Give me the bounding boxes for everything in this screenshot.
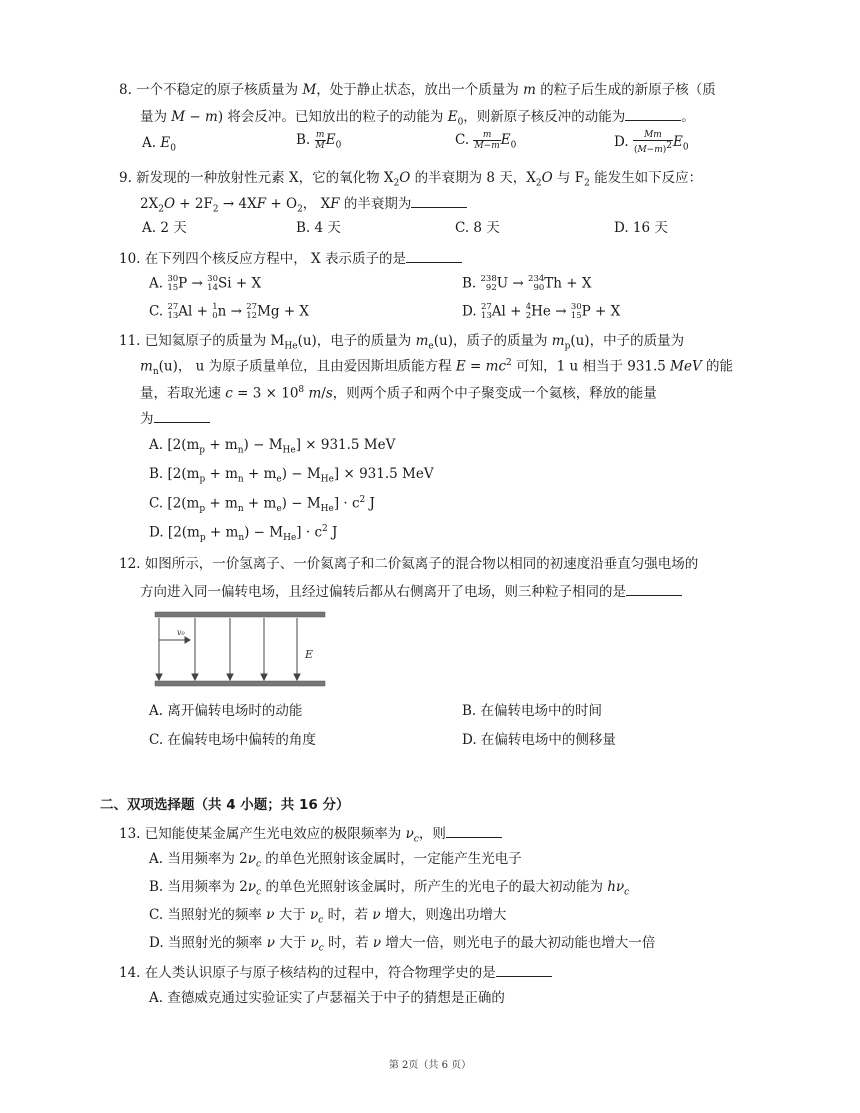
- q13-option-b: B. 当用频率为 $2\nu_c$ 的单色光照射该金属时，所产生的光电子的最大初动能为 $h\nu_c$: [149, 879, 630, 898]
- e-field-label: E: [305, 648, 314, 661]
- q11-line3: 量，若取光速 $c = 3 \times 10^8$ m/s，则两个质子和两个中子聚变成一个氦核，释放的能量: [140, 385, 657, 402]
- q11-option-b: B. $[2(m_p + m_n + m_e) - M_{He}] \times 931.5$ MeV: [149, 466, 434, 485]
- q14-stem: 14. 在人类认识原子与原子核结构的过程中，符合物理学史的是: [119, 964, 552, 981]
- answer-blank: [625, 108, 681, 121]
- v0-label: v₀: [177, 628, 185, 637]
- q12-line1: 12. 如图所示，一价氢离子、一价氦离子和二价氦离子的混合物以相同的初速度沿垂直匀强电场的: [119, 556, 699, 572]
- q11-line1: 11. 已知氦原子的质量为 $M_{He}(u)$，电子的质量为 $m_e(u)$，质子的质量为 $m_p(u)$，中子的质量为: [119, 333, 685, 352]
- q13-option-c: C. 当照射光的频率 ν 大于 $\nu_c$ 时，若 ν 增大，则逸出功增大: [149, 907, 507, 926]
- q10-option-a: A. 30 15 P → 30 14 Si + X: [149, 274, 262, 293]
- q9-line1: 9. 新发现的一种放射性元素 X，它的氧化物 $X_2O$ 的半衰期为 8 天，$X_2O$ 与 $F_2$ 能发生如下反应：: [119, 170, 703, 189]
- q8-line1: 8. 一个不稳定的原子核质量为 M，处于静止状态，放出一个质量为 m 的粒子后生成的新原子核（质: [119, 82, 716, 98]
- q12-option-b: B. 在偏转电场中的时间: [462, 703, 603, 719]
- q10-option-d: D. 27 13 Al + 4 2 He → 30 15 P + X: [462, 302, 621, 321]
- q13-option-d: D. 当照射光的频率 ν 大于 $\nu_c$ 时，若 ν 增大一倍，则光电子的最大初动能也增大一倍: [149, 935, 656, 954]
- answer-blank: [446, 825, 502, 838]
- answer-blank: [406, 250, 462, 263]
- q11-line2: $m_n(u)$， u 为原子质量单位，且由爱因斯坦质能方程 $E = mc^2$ 可知，1 u 相当于 931.5 MeV 的能: [140, 358, 734, 378]
- q8-option-b: B. $\frac{m}{M}$ $E_0$: [296, 130, 342, 151]
- answer-blank: [496, 964, 552, 977]
- q9-option-a: A. 2 天: [142, 220, 187, 236]
- q10-stem: 10. 在下列四个核反应方程中， X 表示质子的是: [119, 250, 462, 267]
- section-heading: 二、双项选择题（共 4 小题；共 16 分）: [100, 797, 350, 813]
- answer-blank: [411, 195, 467, 208]
- q9-option-d: D. 16 天: [614, 220, 668, 236]
- q8-option-d: D. $\frac{Mm}{(M-m)^2}$ $E_0$: [614, 130, 689, 155]
- q11-line4: 为: [140, 410, 210, 427]
- q10-option-b: B. 238 92 U → 234 90 Th + X: [462, 274, 592, 293]
- answer-blank: [626, 583, 682, 596]
- q12-line2: 方向进入同一偏转电场，且经过偏转后都从右侧离开了电场，则三种粒子相同的是: [140, 583, 682, 600]
- q8-option-c: C. $\frac{m}{M-m}$ $E_0$: [455, 130, 517, 151]
- q13-stem: 13. 已知能使某金属产生光电效应的极限频率为 $\nu_c$，则: [119, 825, 502, 845]
- q14-option-a: A. 查德威克通过实验证实了卢瑟福关于中子的猜想是正确的: [149, 990, 505, 1006]
- q9-option-c: C. 8 天: [455, 220, 500, 236]
- q9-line2: $2X_2O + 2F_2 \to 4XF + O_2$， XF 的半衰期为: [140, 195, 467, 215]
- q11-option-a: A. $[2(m_p + m_n) - M_{He}] \times 931.5$ MeV: [149, 437, 396, 456]
- q11-option-d: D. $[2(m_p + m_n) - M_{He}] \cdot c^2$ J: [149, 524, 338, 544]
- q10-option-c: C. 27 13 Al + 1 0 n → 27 12 Mg + X: [149, 302, 310, 321]
- q12-option-a: A. 离开偏转电场时的动能: [149, 703, 303, 719]
- page-footer: 第 2页（共 6 页）: [388, 1060, 472, 1071]
- answer-blank: [154, 410, 210, 423]
- q12-option-c: C. 在偏转电场中偏转的角度: [149, 732, 316, 748]
- q12-option-d: D. 在偏转电场中的侧移量: [462, 732, 616, 748]
- q9-option-b: B. 4 天: [296, 220, 341, 236]
- q13-option-a: A. 当用频率为 $2\nu_c$ 的单色光照射该金属时，一定能产生光电子: [149, 851, 522, 870]
- deflection-field-figure: [154, 611, 326, 689]
- q11-option-c: C. $[2(m_p + m_n + m_e) - M_{He}] \cdot c^2$ J: [149, 495, 375, 515]
- q8-option-a: A. $E_0$: [142, 135, 176, 154]
- q8-line2: 量为 M − m) 将会反冲。已知放出的粒子的动能为 $E_0$，则新原子核反冲的动能为 。: [140, 109, 695, 128]
